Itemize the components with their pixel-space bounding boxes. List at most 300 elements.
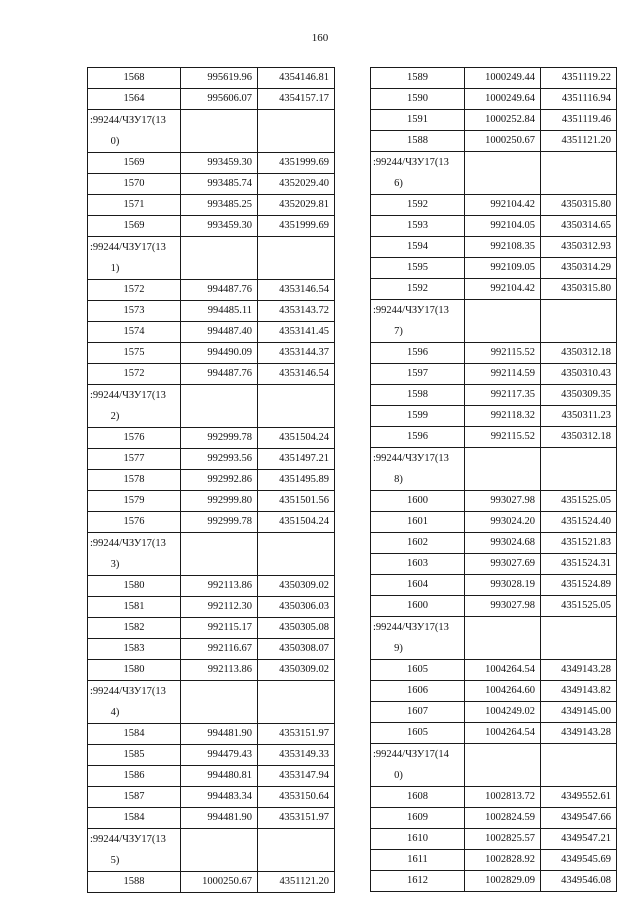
table-row bbox=[88, 745, 335, 766]
point-number-cell: 1572 bbox=[88, 364, 181, 385]
table-row bbox=[371, 195, 617, 216]
parcel-label-row bbox=[88, 131, 335, 153]
point-number-cell: 1568 bbox=[88, 68, 181, 89]
x-coordinate-cell: 993459.30 bbox=[181, 153, 258, 174]
parcel-label-row bbox=[371, 173, 617, 195]
y-coordinate-cell: 4353147.94 bbox=[258, 766, 335, 787]
empty-cell bbox=[181, 850, 258, 872]
empty-cell bbox=[541, 765, 617, 787]
table-row bbox=[88, 68, 335, 89]
point-number-cell: 1578 bbox=[88, 470, 181, 491]
table-row bbox=[371, 237, 617, 258]
y-coordinate-cell: 4350312.93 bbox=[541, 237, 617, 258]
y-coordinate-cell: 4350306.03 bbox=[258, 597, 335, 618]
point-number-cell: 1579 bbox=[88, 491, 181, 512]
point-number-cell: 1590 bbox=[371, 89, 465, 110]
y-coordinate-cell: 4350314.65 bbox=[541, 216, 617, 237]
table-row bbox=[88, 470, 335, 491]
x-coordinate-cell: 1004264.60 bbox=[465, 681, 541, 702]
x-coordinate-cell: 993027.69 bbox=[465, 554, 541, 575]
point-number-cell: 1586 bbox=[88, 766, 181, 787]
y-coordinate-cell: 4351501.56 bbox=[258, 491, 335, 512]
point-number-cell: 1576 bbox=[88, 428, 181, 449]
point-number-cell: 1584 bbox=[88, 808, 181, 829]
y-coordinate-cell: 4354146.81 bbox=[258, 68, 335, 89]
point-number-cell: 1587 bbox=[88, 787, 181, 808]
x-coordinate-cell: 992999.78 bbox=[181, 428, 258, 449]
point-number-cell: 1600 bbox=[371, 596, 465, 617]
y-coordinate-cell: 4349547.21 bbox=[541, 829, 617, 850]
parcel-id-cell: :99244/ЧЗУ17(13 bbox=[88, 110, 181, 132]
table-row bbox=[88, 174, 335, 195]
x-coordinate-cell: 994481.90 bbox=[181, 808, 258, 829]
x-coordinate-cell: 994485.11 bbox=[181, 301, 258, 322]
x-coordinate-cell: 993027.98 bbox=[465, 491, 541, 512]
point-number-cell: 1564 bbox=[88, 89, 181, 110]
x-coordinate-cell: 1000249.44 bbox=[465, 68, 541, 89]
y-coordinate-cell: 4350309.35 bbox=[541, 385, 617, 406]
parcel-label-row bbox=[371, 765, 617, 787]
y-coordinate-cell: 4350309.02 bbox=[258, 660, 335, 681]
point-number-cell: 1581 bbox=[88, 597, 181, 618]
parcel-id-cell: :99244/ЧЗУ17(13 bbox=[371, 152, 465, 174]
point-number-cell: 1572 bbox=[88, 280, 181, 301]
x-coordinate-cell: 994481.90 bbox=[181, 724, 258, 745]
table-row bbox=[371, 723, 617, 744]
x-coordinate-cell: 992117.35 bbox=[465, 385, 541, 406]
parcel-id-cell: 4) bbox=[88, 702, 181, 724]
table-row bbox=[88, 428, 335, 449]
table-row bbox=[88, 343, 335, 364]
empty-cell bbox=[258, 258, 335, 280]
x-coordinate-cell: 992999.78 bbox=[181, 512, 258, 533]
point-number-cell: 1602 bbox=[371, 533, 465, 554]
point-number-cell: 1593 bbox=[371, 216, 465, 237]
table-row bbox=[88, 301, 335, 322]
table-row bbox=[371, 258, 617, 279]
x-coordinate-cell: 993027.98 bbox=[465, 596, 541, 617]
parcel-label-row bbox=[88, 554, 335, 576]
parcel-label-row bbox=[88, 110, 335, 132]
point-number-cell: 1573 bbox=[88, 301, 181, 322]
point-number-cell: 1576 bbox=[88, 512, 181, 533]
parcel-id-cell: :99244/ЧЗУ17(13 bbox=[88, 533, 181, 555]
empty-cell bbox=[465, 469, 541, 491]
parcel-label-row bbox=[371, 448, 617, 470]
table-row bbox=[88, 576, 335, 597]
point-number-cell: 1584 bbox=[88, 724, 181, 745]
y-coordinate-cell: 4352029.81 bbox=[258, 195, 335, 216]
point-number-cell: 1574 bbox=[88, 322, 181, 343]
x-coordinate-cell: 1004264.54 bbox=[465, 660, 541, 681]
y-coordinate-cell: 4353146.54 bbox=[258, 280, 335, 301]
point-number-cell: 1607 bbox=[371, 702, 465, 723]
empty-cell bbox=[465, 173, 541, 195]
y-coordinate-cell: 4351504.24 bbox=[258, 512, 335, 533]
x-coordinate-cell: 994479.43 bbox=[181, 745, 258, 766]
y-coordinate-cell: 4350310.43 bbox=[541, 364, 617, 385]
empty-cell bbox=[541, 638, 617, 660]
empty-cell bbox=[258, 385, 335, 407]
x-coordinate-cell: 992999.80 bbox=[181, 491, 258, 512]
point-number-cell: 1601 bbox=[371, 512, 465, 533]
x-coordinate-cell: 994487.76 bbox=[181, 364, 258, 385]
empty-cell bbox=[181, 385, 258, 407]
y-coordinate-cell: 4351497.21 bbox=[258, 449, 335, 470]
x-coordinate-cell: 993028.19 bbox=[465, 575, 541, 596]
parcel-label-row bbox=[88, 258, 335, 280]
point-number-cell: 1610 bbox=[371, 829, 465, 850]
parcel-id-cell: :99244/ЧЗУ17(14 bbox=[371, 744, 465, 766]
x-coordinate-cell: 992113.86 bbox=[181, 576, 258, 597]
x-coordinate-cell: 994487.40 bbox=[181, 322, 258, 343]
empty-cell bbox=[258, 702, 335, 724]
table-row bbox=[371, 131, 617, 152]
empty-cell bbox=[181, 702, 258, 724]
y-coordinate-cell: 4353151.97 bbox=[258, 808, 335, 829]
parcel-label-row bbox=[371, 638, 617, 660]
x-coordinate-cell: 992115.17 bbox=[181, 618, 258, 639]
y-coordinate-cell: 4349546.08 bbox=[541, 871, 617, 892]
parcel-label-row bbox=[88, 533, 335, 555]
y-coordinate-cell: 4350308.07 bbox=[258, 639, 335, 660]
table-row bbox=[371, 808, 617, 829]
y-coordinate-cell: 4350309.02 bbox=[258, 576, 335, 597]
empty-cell bbox=[181, 131, 258, 153]
empty-cell bbox=[258, 850, 335, 872]
point-number-cell: 1570 bbox=[88, 174, 181, 195]
y-coordinate-cell: 4354157.17 bbox=[258, 89, 335, 110]
point-number-cell: 1569 bbox=[88, 153, 181, 174]
y-coordinate-cell: 4351999.69 bbox=[258, 216, 335, 237]
parcel-id-cell: :99244/ЧЗУ17(13 bbox=[88, 829, 181, 851]
point-number-cell: 1575 bbox=[88, 343, 181, 364]
table-row bbox=[371, 596, 617, 617]
x-coordinate-cell: 995606.07 bbox=[181, 89, 258, 110]
empty-cell bbox=[181, 829, 258, 851]
empty-cell bbox=[465, 300, 541, 322]
point-number-cell: 1585 bbox=[88, 745, 181, 766]
table-row bbox=[88, 872, 335, 893]
y-coordinate-cell: 4353151.97 bbox=[258, 724, 335, 745]
point-number-cell: 1569 bbox=[88, 216, 181, 237]
point-number-cell: 1580 bbox=[88, 660, 181, 681]
table-row bbox=[88, 89, 335, 110]
parcel-id-cell: 7) bbox=[371, 321, 465, 343]
parcel-id-cell: 3) bbox=[88, 554, 181, 576]
y-coordinate-cell: 4351524.89 bbox=[541, 575, 617, 596]
empty-cell bbox=[465, 744, 541, 766]
point-number-cell: 1603 bbox=[371, 554, 465, 575]
empty-cell bbox=[181, 258, 258, 280]
y-coordinate-cell: 4351524.40 bbox=[541, 512, 617, 533]
empty-cell bbox=[258, 533, 335, 555]
table-row bbox=[371, 491, 617, 512]
table-row bbox=[88, 639, 335, 660]
point-number-cell: 1592 bbox=[371, 279, 465, 300]
empty-cell bbox=[541, 173, 617, 195]
parcel-id-cell: :99244/ЧЗУ17(13 bbox=[371, 617, 465, 639]
point-number-cell: 1589 bbox=[371, 68, 465, 89]
x-coordinate-cell: 1000252.84 bbox=[465, 110, 541, 131]
empty-cell bbox=[258, 829, 335, 851]
parcel-id-cell: 0) bbox=[371, 765, 465, 787]
empty-cell bbox=[181, 554, 258, 576]
point-number-cell: 1606 bbox=[371, 681, 465, 702]
y-coordinate-cell: 4349545.69 bbox=[541, 850, 617, 871]
y-coordinate-cell: 4349552.61 bbox=[541, 787, 617, 808]
empty-cell bbox=[181, 110, 258, 132]
empty-cell bbox=[258, 131, 335, 153]
table-row bbox=[371, 660, 617, 681]
parcel-label-row bbox=[371, 321, 617, 343]
point-number-cell: 1605 bbox=[371, 723, 465, 744]
y-coordinate-cell: 4352029.40 bbox=[258, 174, 335, 195]
table-row bbox=[371, 871, 617, 892]
table-row bbox=[371, 554, 617, 575]
point-number-cell: 1588 bbox=[88, 872, 181, 893]
empty-cell bbox=[541, 152, 617, 174]
table-row bbox=[88, 618, 335, 639]
point-number-cell: 1597 bbox=[371, 364, 465, 385]
table-row bbox=[88, 787, 335, 808]
parcel-id-cell: 2) bbox=[88, 406, 181, 428]
table-row bbox=[88, 195, 335, 216]
table-row bbox=[88, 766, 335, 787]
table-row bbox=[371, 787, 617, 808]
point-number-cell: 1612 bbox=[371, 871, 465, 892]
x-coordinate-cell: 1004264.54 bbox=[465, 723, 541, 744]
y-coordinate-cell: 4350315.80 bbox=[541, 195, 617, 216]
parcel-id-cell: 0) bbox=[88, 131, 181, 153]
empty-cell bbox=[465, 765, 541, 787]
parcel-label-row bbox=[371, 744, 617, 766]
x-coordinate-cell: 992108.35 bbox=[465, 237, 541, 258]
table-row bbox=[88, 364, 335, 385]
parcel-label-row bbox=[371, 469, 617, 491]
point-number-cell: 1591 bbox=[371, 110, 465, 131]
point-number-cell: 1605 bbox=[371, 660, 465, 681]
point-number-cell: 1595 bbox=[371, 258, 465, 279]
table-row bbox=[371, 216, 617, 237]
parcel-id-cell: :99244/ЧЗУ17(13 bbox=[371, 300, 465, 322]
empty-cell bbox=[541, 744, 617, 766]
table-row bbox=[88, 724, 335, 745]
y-coordinate-cell: 4351521.83 bbox=[541, 533, 617, 554]
parcel-label-row bbox=[88, 850, 335, 872]
parcel-label-row bbox=[88, 829, 335, 851]
empty-cell bbox=[258, 681, 335, 703]
parcel-id-cell: 6) bbox=[371, 173, 465, 195]
x-coordinate-cell: 1000249.64 bbox=[465, 89, 541, 110]
empty-cell bbox=[465, 321, 541, 343]
table-row bbox=[371, 575, 617, 596]
table-row bbox=[371, 681, 617, 702]
y-coordinate-cell: 4350312.18 bbox=[541, 343, 617, 364]
x-coordinate-cell: 993485.74 bbox=[181, 174, 258, 195]
empty-cell bbox=[258, 110, 335, 132]
table-row bbox=[371, 427, 617, 448]
y-coordinate-cell: 4351119.22 bbox=[541, 68, 617, 89]
point-number-cell: 1580 bbox=[88, 576, 181, 597]
x-coordinate-cell: 1002828.92 bbox=[465, 850, 541, 871]
table-row bbox=[88, 808, 335, 829]
x-coordinate-cell: 992104.42 bbox=[465, 195, 541, 216]
y-coordinate-cell: 4353149.33 bbox=[258, 745, 335, 766]
point-number-cell: 1596 bbox=[371, 343, 465, 364]
point-number-cell: 1600 bbox=[371, 491, 465, 512]
x-coordinate-cell: 993459.30 bbox=[181, 216, 258, 237]
parcel-label-row bbox=[371, 300, 617, 322]
point-number-cell: 1588 bbox=[371, 131, 465, 152]
y-coordinate-cell: 4353144.37 bbox=[258, 343, 335, 364]
table-row bbox=[371, 343, 617, 364]
y-coordinate-cell: 4349145.00 bbox=[541, 702, 617, 723]
x-coordinate-cell: 1004249.02 bbox=[465, 702, 541, 723]
y-coordinate-cell: 4350311.23 bbox=[541, 406, 617, 427]
empty-cell bbox=[258, 554, 335, 576]
x-coordinate-cell: 992104.05 bbox=[465, 216, 541, 237]
table-row bbox=[88, 449, 335, 470]
empty-cell bbox=[258, 406, 335, 428]
y-coordinate-cell: 4351525.05 bbox=[541, 596, 617, 617]
parcel-id-cell: :99244/ЧЗУ17(13 bbox=[88, 237, 181, 259]
point-number-cell: 1577 bbox=[88, 449, 181, 470]
y-coordinate-cell: 4353150.64 bbox=[258, 787, 335, 808]
table-row bbox=[371, 829, 617, 850]
y-coordinate-cell: 4353141.45 bbox=[258, 322, 335, 343]
x-coordinate-cell: 992116.67 bbox=[181, 639, 258, 660]
parcel-id-cell: 9) bbox=[371, 638, 465, 660]
table-row bbox=[88, 512, 335, 533]
empty-cell bbox=[258, 237, 335, 259]
point-number-cell: 1609 bbox=[371, 808, 465, 829]
table-row bbox=[371, 702, 617, 723]
y-coordinate-cell: 4351495.89 bbox=[258, 470, 335, 491]
y-coordinate-cell: 4350314.29 bbox=[541, 258, 617, 279]
table-row bbox=[88, 660, 335, 681]
empty-cell bbox=[541, 300, 617, 322]
y-coordinate-cell: 4353143.72 bbox=[258, 301, 335, 322]
x-coordinate-cell: 1002825.57 bbox=[465, 829, 541, 850]
x-coordinate-cell: 1002829.09 bbox=[465, 871, 541, 892]
point-number-cell: 1598 bbox=[371, 385, 465, 406]
point-number-cell: 1608 bbox=[371, 787, 465, 808]
parcel-label-row bbox=[88, 681, 335, 703]
parcel-label-row bbox=[371, 617, 617, 639]
empty-cell bbox=[181, 237, 258, 259]
x-coordinate-cell: 1002824.59 bbox=[465, 808, 541, 829]
empty-cell bbox=[541, 617, 617, 639]
table-row bbox=[88, 216, 335, 237]
x-coordinate-cell: 992113.86 bbox=[181, 660, 258, 681]
y-coordinate-cell: 4351524.31 bbox=[541, 554, 617, 575]
x-coordinate-cell: 1000250.67 bbox=[181, 872, 258, 893]
x-coordinate-cell: 995619.96 bbox=[181, 68, 258, 89]
point-number-cell: 1599 bbox=[371, 406, 465, 427]
point-number-cell: 1596 bbox=[371, 427, 465, 448]
empty-cell bbox=[541, 448, 617, 470]
empty-cell bbox=[181, 533, 258, 555]
x-coordinate-cell: 994480.81 bbox=[181, 766, 258, 787]
y-coordinate-cell: 4351119.46 bbox=[541, 110, 617, 131]
empty-cell bbox=[541, 321, 617, 343]
point-number-cell: 1582 bbox=[88, 618, 181, 639]
table-row bbox=[88, 491, 335, 512]
x-coordinate-cell: 992115.52 bbox=[465, 427, 541, 448]
y-coordinate-cell: 4351504.24 bbox=[258, 428, 335, 449]
x-coordinate-cell: 993024.68 bbox=[465, 533, 541, 554]
x-coordinate-cell: 1000250.67 bbox=[465, 131, 541, 152]
y-coordinate-cell: 4350315.80 bbox=[541, 279, 617, 300]
y-coordinate-cell: 4349143.28 bbox=[541, 660, 617, 681]
y-coordinate-cell: 4350305.08 bbox=[258, 618, 335, 639]
empty-cell bbox=[181, 406, 258, 428]
x-coordinate-cell: 992993.56 bbox=[181, 449, 258, 470]
empty-cell bbox=[465, 638, 541, 660]
table-row bbox=[371, 533, 617, 554]
x-coordinate-cell: 994490.09 bbox=[181, 343, 258, 364]
parcel-id-cell: :99244/ЧЗУ17(13 bbox=[88, 385, 181, 407]
parcel-label-row bbox=[88, 237, 335, 259]
parcel-label-row bbox=[88, 702, 335, 724]
point-number-cell: 1611 bbox=[371, 850, 465, 871]
x-coordinate-cell: 992104.42 bbox=[465, 279, 541, 300]
y-coordinate-cell: 4351525.05 bbox=[541, 491, 617, 512]
x-coordinate-cell: 992114.59 bbox=[465, 364, 541, 385]
y-coordinate-cell: 4349143.28 bbox=[541, 723, 617, 744]
y-coordinate-cell: 4351121.20 bbox=[258, 872, 335, 893]
table-row bbox=[371, 68, 617, 89]
table-row bbox=[88, 322, 335, 343]
parcel-id-cell: :99244/ЧЗУ17(13 bbox=[371, 448, 465, 470]
point-number-cell: 1592 bbox=[371, 195, 465, 216]
x-coordinate-cell: 992109.05 bbox=[465, 258, 541, 279]
parcel-label-row bbox=[88, 385, 335, 407]
y-coordinate-cell: 4349143.82 bbox=[541, 681, 617, 702]
table-row bbox=[371, 89, 617, 110]
x-coordinate-cell: 994487.76 bbox=[181, 280, 258, 301]
y-coordinate-cell: 4351116.94 bbox=[541, 89, 617, 110]
parcel-id-cell: 8) bbox=[371, 469, 465, 491]
table-row bbox=[371, 850, 617, 871]
table-row bbox=[371, 110, 617, 131]
y-coordinate-cell: 4351121.20 bbox=[541, 131, 617, 152]
page-number: 160 bbox=[311, 32, 329, 44]
x-coordinate-cell: 993485.25 bbox=[181, 195, 258, 216]
table-row bbox=[88, 597, 335, 618]
table-row bbox=[88, 280, 335, 301]
parcel-id-cell: :99244/ЧЗУ17(13 bbox=[88, 681, 181, 703]
x-coordinate-cell: 1002813.72 bbox=[465, 787, 541, 808]
empty-cell bbox=[181, 681, 258, 703]
y-coordinate-cell: 4351999.69 bbox=[258, 153, 335, 174]
table-row bbox=[371, 512, 617, 533]
coordinates-table-right bbox=[370, 67, 617, 892]
point-number-cell: 1604 bbox=[371, 575, 465, 596]
point-number-cell: 1594 bbox=[371, 237, 465, 258]
parcel-id-cell: 1) bbox=[88, 258, 181, 280]
empty-cell bbox=[465, 448, 541, 470]
coordinates-table-left bbox=[87, 67, 335, 893]
table-row bbox=[371, 406, 617, 427]
x-coordinate-cell: 993024.20 bbox=[465, 512, 541, 533]
x-coordinate-cell: 994483.34 bbox=[181, 787, 258, 808]
x-coordinate-cell: 992992.86 bbox=[181, 470, 258, 491]
x-coordinate-cell: 992112.30 bbox=[181, 597, 258, 618]
x-coordinate-cell: 992118.32 bbox=[465, 406, 541, 427]
table-row bbox=[371, 385, 617, 406]
